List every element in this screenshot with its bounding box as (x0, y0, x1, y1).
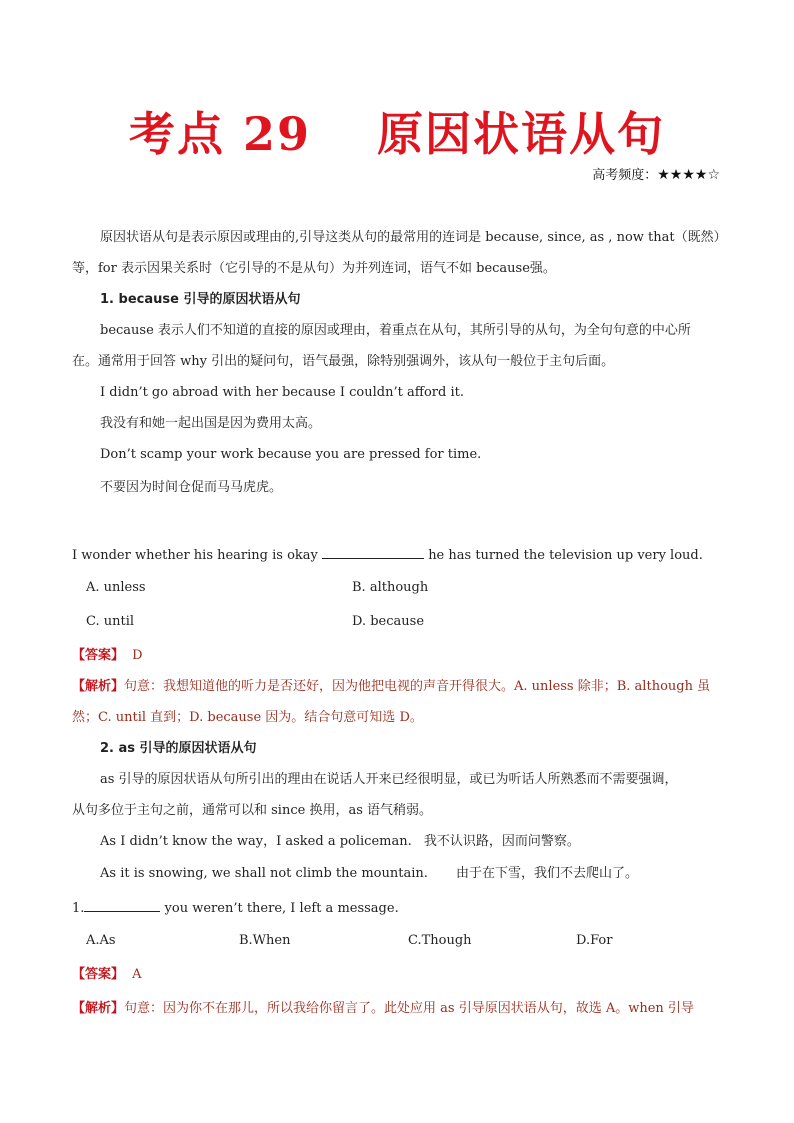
intro-line-2: 等，for 表示因果关系时（它引导的不是从句）为并列连词，语气不如 because强。 (72, 261, 556, 276)
question2-option-c: C.Though (408, 933, 472, 948)
question1-answer-row (72, 646, 724, 666)
question1-option-a: A. unless (86, 580, 146, 595)
section2-example-1-en: As I didn’t know the way，I asked a policeman. (100, 834, 412, 849)
title-main: 原因状语从句 (377, 107, 666, 161)
question2-answer-tag: 【答案】 (72, 967, 125, 982)
section1-example-1-cn: 我没有和她一起出国是因为费用太高。 (100, 416, 322, 431)
question1-answer-tag: 【答案】 (72, 648, 125, 663)
question1-analysis-tag: 【解析】 (72, 679, 125, 694)
section2-example-1-cn: 我不认识路，因而问警察。 (423, 834, 580, 849)
question2-option-b: B.When (239, 933, 291, 948)
question1-analysis-row (72, 677, 724, 697)
question2-option-d: D.For (576, 933, 613, 948)
section2-example-2-cn: 由于在下雪，我们不去爬山了。 (456, 866, 639, 881)
question1-analysis-line-2: 然；C. until 直到；D. because 因为。结合句意可知选 D。 (72, 710, 423, 725)
title-prefix: 考点 (128, 107, 225, 161)
section1-desc-line-2: 在。通常用于回答 why 引出的疑问句，语气最强，除特别强调外，该从句一般位于主句后面。 (72, 354, 615, 369)
question1-option-c: C. until (86, 614, 135, 629)
section1-heading: 1. because 引导的原因状语从句 (100, 292, 301, 307)
section1-example-1-en: I didn’t go abroad with her because I couldn’t afford it. (100, 385, 464, 400)
question2-answer: A (132, 967, 142, 982)
section2-desc-line-1: as 引导的原因状语从句所引出的理由在说话人开来已经很明显，或已为听话人所熟悉而不需要强调， (100, 772, 678, 787)
question2-analysis-row (72, 999, 724, 1019)
question1-analysis-line-1: 句意：我想知道他的听力是否还好，因为他把电视的声音开得很大。A. unless 除非；B. although 虽 (124, 679, 711, 694)
question1-option-b: B. although (352, 580, 429, 595)
frequency-label: 高考频度： (592, 168, 658, 183)
title-number: 29 (242, 107, 311, 161)
section2-example-1 (100, 832, 724, 852)
intro-line-1: 原因状语从句是表示原因或理由的,引导这类从句的最常用的连词是 because, since, as , now that（既然） (100, 230, 727, 245)
exam-frequency (592, 164, 720, 183)
section2-desc-line-2: 从句多位于主句之前，通常可以和 since 换用，as 语气稍弱。 (72, 803, 432, 818)
section2-example-2-en: As it is snowing, we shall not climb the mountain. (100, 866, 428, 881)
section1-example-2-cn: 不要因为时间仓促而马马虎虎。 (100, 480, 283, 495)
question2-option-a: A.As (86, 933, 116, 948)
section1-example-2-en: Don’t scamp your work because you are pressed for time. (100, 447, 482, 462)
section2-example-2 (100, 864, 724, 884)
question1-stem (72, 544, 724, 566)
section2-heading: 2. as 引导的原因状语从句 (100, 741, 257, 756)
question2-number: 1. (72, 901, 85, 916)
question1-stem-after: he has turned the television up very loud. (428, 548, 703, 563)
question2-analysis-tag: 【解析】 (72, 1001, 125, 1016)
question2-answer-row (72, 965, 724, 985)
question1-answer: D (132, 648, 143, 663)
question1-blank (322, 544, 424, 559)
question1-option-d: D. because (352, 614, 425, 629)
question1-stem-before: I wonder whether his hearing is okay (72, 548, 318, 563)
question2-blank (84, 897, 160, 912)
question2-stem-after: you weren’t there, I left a message. (164, 901, 399, 916)
page-title (0, 98, 794, 164)
section1-desc-line-1: because 表示人们不知道的直接的原因或理由，着重点在从句，其所引导的从句，为全句句意的中心所 (100, 323, 691, 338)
question2-stem (72, 897, 724, 919)
question2-analysis-line-1: 句意：因为你不在那儿，所以我给你留言了。此处应用 as 引导原因状语从句，故选 A。when 引导 (124, 1001, 694, 1016)
frequency-stars: ★★★★☆ (657, 167, 720, 183)
